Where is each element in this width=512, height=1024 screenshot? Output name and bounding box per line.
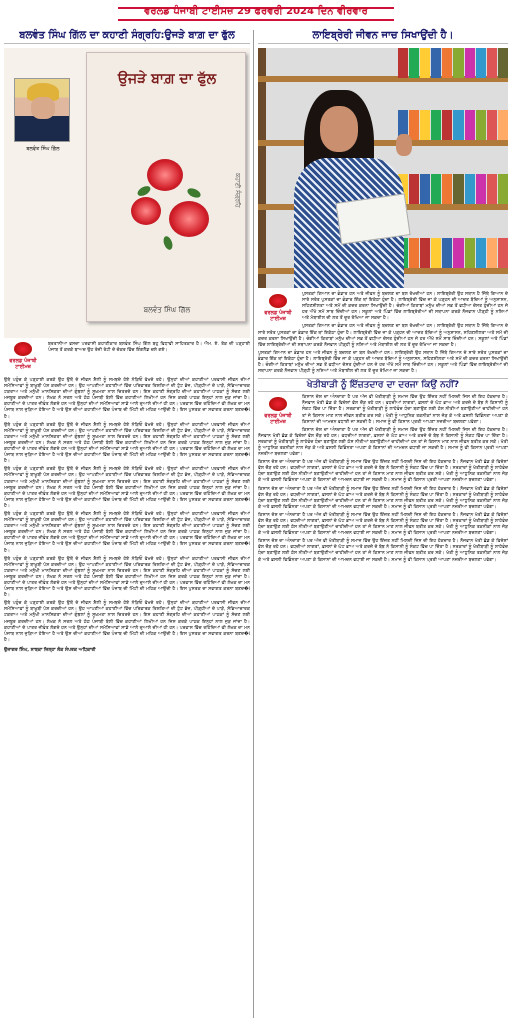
rose-illustration bbox=[127, 153, 217, 253]
article-body: ਪੁਸਤਕਾਂ ਗਿਆਨ ਦਾ ਭੰਡਾਰ ਹਨ ਅਤੇ ਜੀਵਨ ਨੂੰ ਬਦਲਣ ਦਾ ਬਲ ਰੱਖਦੀਆਂ ਹਨ। ਲਾਇਬ੍ਰੇਰੀ ਉਹ ਸਥਾਨ ਹੈ ਜਿੱਥੇ ਗਿਆਨ ਦੇ ਸਾਰੇ ਸਰੋਤ ਪੁਸਤਕਾਂ ਦਾ ਭੰਡਾਰ ਇੱਕ ਥਾਂ ਇਕੱਠਾ ਹੁੰਦਾ ਹੈ। ਲਾਇਬ੍ਰੇਰੀ ਵਿੱਚ ਜਾ ਕੇ ਪੜ੍ਹਨ ਦੀ ਆਦਤ ਬੱਚਿਆਂ ਨੂੰ ਅਨੁਸ਼ਾਸਨ, ਸਹਿਣਸ਼ੀਲਤਾ ਅਤੇ ਸਮੇਂ ਦੀ ਕਦਰ ਕਰਨਾ ਸਿਖਾਉਂਦੀ ਹੈ। ਚੰਗੀਆਂ ਕਿਤਾਬਾਂ ਮਨੁੱਖ ਦੀਆਂ ਸਭ ਤੋਂ ਵਧੀਆ ਦੋਸਤ ਹੁੰਦੀਆਂ ਹਨ ਜੋ ਹਰ ਔਖੇ ਸਮੇਂ ਸਾਥ ਦਿੰਦੀਆਂ ਹਨ। ਸਕੂਲਾਂ ਅਤੇ ਪਿੰਡਾਂ ਵਿੱਚ ਲਾਇਬ੍ਰੇਰੀਆਂ ਦੀ ਸਥਾਪਨਾ ਕਰਕੇ ਨੌਜਵਾਨ ਪੀੜ੍ਹੀ ਨੂੰ ਨਸ਼ਿਆਂ ਅਤੇ ਮੋਬਾਈਲ ਦੀ ਲਤ ਤੋਂ ਦੂਰ ਰੱਖਿਆ ਜਾ ਸਕਦਾ ਹੈ। bbox=[258, 324, 508, 348]
book-row bbox=[398, 48, 508, 78]
lead-block bbox=[4, 342, 250, 376]
library-photo bbox=[258, 48, 508, 288]
article-body: ਉਥੇ ਪਹੁੰਚ ਕੇ ਪੜ੍ਹਾਈ ਕਰਕੇ ਉਹ ਉਥੋਂ ਦੇ ਜੀਵਨ ਸ਼ੈਲੀ ਨੂੰ ਸਮਝਦੇ ਹੋਏ ਨੇੜਿਓਂ ਵੇਖਦੇ ਰਹੇ। ਉਨ੍ਹਾਂ ਦੀਆਂ ਕਹਾਣੀਆਂ ਪਰਵਾਸੀ ਜੀਵਨ ਦੀਆਂ ਸਮੱਸਿਆਵਾਂ ਨੂੰ ਬਾਖ਼ੂਬੀ ਪੇਸ਼ ਕਰਦੀਆਂ ਹਨ। ਉਹ ਆਪਣੀਆਂ ਕਹਾਣੀਆਂ ਵਿੱਚ ਪਰਿਵਾਰਕ ਰਿਸ਼ਤਿਆਂ ਦੀ ਟੁੱਟ ਭੱਜ, ਪੀੜ੍ਹੀਆਂ ਦੇ ਪਾੜੇ, ਸੱਭਿਆਚਾਰਕ ਟਕਰਾਅ ਅਤੇ ਮਨੁੱਖੀ ਮਾਨਸਿਕਤਾ ਦੀਆਂ ਗੁੰਝਲਾਂ ਨੂੰ ਸੂਖ਼ਮਤਾ ਨਾਲ ਚਿਤਰਦੇ ਹਨ। ਇਸ ਕਹਾਣੀ ਸੰਗ੍ਰਹਿ ਦੀਆਂ ਕਹਾਣੀਆਂ ਪਾਠਕਾਂ ਨੂੰ ਸੋਚਣ ਲਈ ਮਜਬੂਰ ਕਰਦੀਆਂ ਹਨ। ਲੇਖਕ ਨੇ ਸਰਲ ਅਤੇ ਠੇਠ ਪੰਜਾਬੀ ਬੋਲੀ ਵਿੱਚ ਕਹਾਣੀਆਂ ਲਿਖੀਆਂ ਹਨ ਜਿਸ ਕਰਕੇ ਪਾਠਕ ਇਨ੍ਹਾਂ ਨਾਲ ਜੁੜ ਜਾਂਦਾ ਹੈ। ਕਹਾਣੀਆਂ ਦੇ ਪਾਤਰ ਜੀਵੰਤ ਲੱਗਦੇ ਹਨ ਅਤੇ ਉਨ੍ਹਾਂ ਦੀਆਂ ਸਮੱਸਿਆਵਾਂ ਸਾਡੇ ਆਲੇ ਦੁਆਲੇ ਦੀਆਂ ਹੀ ਹਨ। ਪਰਵਾਸ ਵਿੱਚ ਰਹਿੰਦਿਆਂ ਵੀ ਲੇਖਕ ਦਾ ਮਨ ਪੰਜਾਬ ਨਾਲ ਜੁੜਿਆ ਹੋਇਆ ਹੈ ਅਤੇ ਉਸ ਦੀਆਂ ਕਹਾਣੀਆਂ ਵਿੱਚ ਪੰਜਾਬ ਦੀ ਮਿੱਟੀ ਦੀ ਮਹਿਕ ਆਉਂਦੀ ਹੈ। ਇਸ ਪੁਸਤਕ ਦਾ ਸਵਾਗਤ ਕਰਨਾ ਬਣਦ�ا ਹੈ। bbox=[4, 556, 250, 599]
article-body: ਕਿਸਾਨ ਦੇਸ਼ ਦਾ ਅੰਨਦਾਤਾ ਹੈ ਪਰ ਅੱਜ ਵੀ ਖੇਤੀਬਾੜੀ ਨੂੰ ਸਮਾਜ ਵਿੱਚ ਉਹ ਇੱਜ਼ਤ ਨਹੀਂ ਮਿਲਦੀ ਜਿਸ ਦੀ ਇਹ ਹੱਕਦਾਰ ਹੈ। ਨੌਜਵਾਨ ਖੇਤੀ ਛੱਡ ਕੇ ਵਿਦੇਸ਼ਾਂ ਵੱਲ ਦੌੜ ਰਹੇ ਹਨ। ਵਧਦੀਆਂ ਲਾਗਤਾਂ, ਫ਼ਸਲਾਂ ਦੇ ਘੱਟ ਭਾਅ ਅਤੇ ਕਰਜ਼ੇ ਦੇ ਬੋਝ ਨੇ ਕਿਸਾਨੀ ਨੂੰ ਸੰਕਟ ਵਿੱਚ ਪਾ ਦਿੱਤਾ ਹੈ। ਸਰਕਾਰਾਂ ਨੂੰ ਖੇਤੀਬਾੜੀ ਨੂੰ ਲਾਹੇਵੰਦ ਧੰਦਾ ਬਣਾਉਣ ਲਈ ਠੋਸ ਨੀਤੀਆਂ ਬਣਾਉਣੀਆਂ ਚਾਹੀਦੀਆਂ ਹਨ ਤਾਂ ਜੋ ਕਿਸਾਨ ਮਾਣ ਨਾਲ ਜੀਵਨ ਬਤੀਤ ਕਰ ਸਕੇ। ਖੇਤੀ ਨੂੰ ਆਧੁਨਿਕ ਤਕਨੀਕਾਂ ਨਾਲ ਜੋੜ ਕੇ ਅਤੇ ਫ਼ਸਲੀ ਵਿਭਿੰਨਤਾ ਅਪਣਾ ਕੇ ਕਿਸਾਨਾਂ ਦੀ ਆਮਦਨ ਵਧਾਈ ਜਾ ਸਕਦੀ ਹੈ। ਸਮਾਜ ਨੂੰ ਵੀ ਕਿਸਾਨ ਪ੍ਰਤੀ ਆਪਣਾ ਨਜ਼ਰੀਆ ਬਦਲਣਾ ਪਵੇਗਾ। bbox=[258, 427, 508, 458]
leaf-icon bbox=[186, 186, 202, 199]
author-caption: ਬਲਵੰਤ ਸਿੰਘ ਗਿੱਲ bbox=[26, 146, 60, 152]
newspaper-logo bbox=[258, 294, 298, 324]
logo-text: ਵਰਲਡ ਪੰਜਾਬੀ ਟਾਈਮਜ਼ bbox=[264, 310, 292, 322]
article-body: ਉਥੇ ਪਹੁੰਚ ਕੇ ਪੜ੍ਹਾਈ ਕਰਕੇ ਉਹ ਉਥੋਂ ਦੇ ਜੀਵਨ ਸ਼ੈਲੀ ਨੂੰ ਸਮਝਦੇ ਹੋਏ ਨੇੜਿਓਂ ਵੇਖਦੇ ਰਹੇ। ਉਨ੍ਹਾਂ ਦੀਆਂ ਕਹਾਣੀਆਂ ਪਰਵਾਸੀ ਜੀਵਨ ਦੀਆਂ ਸਮੱਸਿਆਵਾਂ ਨੂੰ ਬਾਖ਼ੂਬੀ ਪੇਸ਼ ਕਰਦੀਆਂ ਹਨ। ਉਹ ਆਪਣੀਆਂ ਕਹਾਣੀਆਂ ਵਿੱਚ ਪਰਿਵਾਰਕ ਰਿਸ਼ਤਿਆਂ ਦੀ ਟੁੱਟ ਭੱਜ, ਪੀੜ੍ਹੀਆਂ ਦੇ ਪਾੜੇ, ਸੱਭਿਆਚਾਰਕ ਟਕਰਾਅ ਅਤੇ ਮਨੁੱਖੀ ਮਾਨਸਿਕਤਾ ਦੀਆਂ ਗੁੰਝਲਾਂ ਨੂੰ ਸੂਖ਼ਮਤਾ ਨਾਲ ਚਿਤਰਦੇ ਹਨ। ਇਸ ਕਹਾਣੀ ਸੰਗ੍ਰਹਿ ਦੀਆਂ ਕਹਾਣੀਆਂ ਪਾਠਕਾਂ ਨੂੰ ਸੋਚਣ ਲਈ ਮਜਬੂਰ ਕਰਦੀਆਂ ਹਨ। ਲੇਖਕ ਨੇ ਸਰਲ ਅਤੇ ਠੇਠ ਪੰਜਾਬੀ ਬੋਲੀ ਵਿੱਚ ਕਹਾਣੀਆਂ ਲਿਖੀਆਂ ਹਨ ਜਿਸ ਕਰਕੇ ਪਾਠਕ ਇਨ੍ਹਾਂ ਨਾਲ ਜੁੜ ਜਾਂਦਾ ਹੈ। ਕਹਾਣੀਆਂ ਦੇ ਪਾਤਰ ਜੀਵੰਤ ਲੱਗਦੇ ਹਨ ਅਤੇ ਉਨ੍ਹਾਂ ਦੀਆਂ ਸਮੱਸਿਆਵਾਂ ਸਾਡੇ ਆਲੇ ਦੁਆਲੇ ਦੀਆਂ ਹੀ ਹਨ। ਪਰਵਾਸ ਵਿੱਚ ਰਹਿੰਦਿਆਂ ਵੀ ਲੇਖਕ ਦਾ ਮਨ ਪੰਜਾਬ ਨਾਲ ਜੁੜਿਆ ਹੋਇਆ ਹੈ ਅਤੇ ਉਸ ਦੀਆਂ ਕਹਾਣੀਆਂ ਵਿੱਚ ਪੰਜਾਬ ਦੀ ਮਿੱਟੀ ਦੀ ਮਹਿਕ ਆਉਂਦੀ ਹੈ। ਇਸ ਪੁਸਤਕ ਦਾ ਸਵਾਗਤ ਕਰਨਾ ਬਣਦ�ا ਹੈ। bbox=[4, 422, 250, 465]
author-face bbox=[31, 97, 55, 119]
right-column bbox=[258, 28, 508, 1020]
masthead-title: ਵਰਲਡ ਪੰਜਾਬੀ ਟਾਈਮਜ਼ 29 ਫਰਵਰੀ 2024 ਦਿਨ ਵੀਰਵਾਰ bbox=[144, 6, 368, 17]
logo-icon bbox=[269, 294, 287, 308]
article-body: ਪੁਸਤਕਾਂ ਗਿਆਨ ਦਾ ਭੰਡਾਰ ਹਨ ਅਤੇ ਜੀਵਨ ਨੂੰ ਬਦਲਣ ਦਾ ਬਲ ਰੱਖਦੀਆਂ ਹਨ। ਲਾਇਬ੍ਰੇਰੀ ਉਹ ਸਥਾਨ ਹੈ ਜਿੱਥੇ ਗਿਆਨ ਦੇ ਸਾਰੇ ਸਰੋਤ ਪੁਸਤਕਾਂ ਦਾ ਭੰਡਾਰ ਇੱਕ ਥਾਂ ਇਕੱਠਾ ਹੁੰਦਾ ਹੈ। ਲਾਇਬ੍ਰੇਰੀ ਵਿੱਚ ਜਾ ਕੇ ਪੜ੍ਹਨ ਦੀ ਆਦਤ ਬੱਚਿਆਂ ਨੂੰ ਅਨੁਸ਼ਾਸਨ, ਸਹਿਣਸ਼ੀਲਤਾ ਅਤੇ ਸਮੇਂ ਦੀ ਕਦਰ ਕਰਨਾ ਸਿਖਾਉਂਦੀ ਹੈ। ਚੰਗੀਆਂ ਕਿਤਾਬਾਂ ਮਨੁੱਖ ਦੀਆਂ ਸਭ ਤੋਂ ਵਧੀਆ ਦੋਸਤ ਹੁੰਦੀਆਂ ਹਨ ਜੋ ਹਰ ਔਖੇ ਸਮੇਂ ਸਾਥ ਦਿੰਦੀਆਂ ਹਨ। ਸਕੂਲਾਂ ਅਤੇ ਪਿੰਡਾਂ ਵਿੱਚ ਲਾਇਬ੍ਰੇਰੀਆਂ ਦੀ ਸਥਾਪਨਾ ਕਰਕੇ ਨੌਜਵਾਨ ਪੀੜ੍ਹੀ ਨੂੰ ਨਸ਼ਿਆਂ ਅਤੇ ਮੋਬਾਈਲ ਦੀ ਲਤ ਤੋਂ ਦੂਰ ਰੱਖਿਆ ਜਾ ਸਕਦਾ ਹੈ। bbox=[258, 350, 508, 375]
book-author: ਬਲਵੰਤ ਸਿੰਘ ਗਿੱਲ bbox=[143, 306, 191, 314]
article-body: ਕਿਸਾਨ ਦੇਸ਼ ਦਾ ਅੰਨਦਾਤਾ ਹੈ ਪਰ ਅੱਜ ਵੀ ਖੇਤੀਬਾੜੀ ਨੂੰ ਸਮਾਜ ਵਿੱਚ ਉਹ ਇੱਜ਼ਤ ਨਹੀਂ ਮਿਲਦੀ ਜਿਸ ਦੀ ਇਹ ਹੱਕਦਾਰ ਹੈ। ਨੌਜਵਾਨ ਖੇਤੀ ਛੱਡ ਕੇ ਵਿਦੇਸ਼ਾਂ ਵੱਲ ਦੌੜ ਰਹੇ ਹਨ। ਵਧਦੀਆਂ ਲਾਗਤਾਂ, ਫ਼ਸਲਾਂ ਦੇ ਘੱਟ ਭਾਅ ਅਤੇ ਕਰਜ਼ੇ ਦੇ ਬੋਝ ਨੇ ਕਿਸਾਨੀ ਨੂੰ ਸੰਕਟ ਵਿੱਚ ਪਾ ਦਿੱਤਾ ਹੈ। ਸਰਕਾਰਾਂ ਨੂੰ ਖੇਤੀਬਾੜੀ ਨੂੰ ਲਾਹੇਵੰਦ ਧੰਦਾ ਬਣਾਉਣ ਲਈ ਠੋਸ ਨੀਤੀਆਂ ਬਣਾਉਣੀਆਂ ਚਾਹੀਦੀਆਂ ਹਨ ਤਾਂ ਜੋ ਕਿਸਾਨ ਮਾਣ ਨਾਲ ਜੀਵਨ ਬਤੀਤ ਕਰ ਸਕੇ। ਖੇਤੀ ਨੂੰ ਆਧੁਨਿਕ ਤਕਨੀਕਾਂ ਨਾਲ ਜੋੜ ਕੇ ਅਤੇ ਫ਼ਸਲੀ ਵਿਭਿੰਨਤਾ ਅਪਣਾ ਕੇ ਕਿਸਾਨਾਂ ਦੀ ਆਮਦਨ ਵਧਾਈ ਜਾ ਸਕਦੀ ਹੈ। ਸਮਾਜ ਨੂੰ ਵੀ ਕਿਸਾਨ ਪ੍ਰਤੀ ਆਪਣਾ ਨਜ਼ਰੀਆ ਬਦਲਣਾ ਪਵੇਗਾ। bbox=[258, 512, 508, 537]
article-body: ਕਿਸਾਨ ਦੇਸ਼ ਦਾ ਅੰਨਦਾਤਾ ਹੈ ਪਰ ਅੱਜ ਵੀ ਖੇਤੀਬਾੜੀ ਨੂੰ ਸਮਾਜ ਵਿੱਚ ਉਹ ਇੱਜ਼ਤ ਨਹੀਂ ਮਿਲਦੀ ਜਿਸ ਦੀ ਇਹ ਹੱਕਦਾਰ ਹੈ। ਨੌਜਵਾਨ ਖੇਤੀ ਛੱਡ ਕੇ ਵਿਦੇਸ਼ਾਂ ਵੱਲ ਦੌੜ ਰਹੇ ਹਨ। ਵਧਦੀਆਂ ਲਾਗਤਾਂ, ਫ਼ਸਲਾਂ ਦੇ ਘੱਟ ਭਾਅ ਅਤੇ ਕਰਜ਼ੇ ਦੇ ਬੋਝ ਨੇ ਕਿਸਾਨੀ ਨੂੰ ਸੰਕਟ ਵਿੱਚ ਪਾ ਦਿੱਤਾ ਹੈ। ਸਰਕਾਰਾਂ ਨੂੰ ਖੇਤੀਬਾੜੀ ਨੂੰ ਲਾਹੇਵੰਦ ਧੰਦਾ ਬਣਾਉਣ ਲਈ ਠੋਸ ਨੀਤੀਆਂ ਬਣਾਉਣੀਆਂ ਚਾਹੀਦੀਆਂ ਹਨ ਤਾਂ ਜੋ ਕਿਸਾਨ ਮਾਣ ਨਾਲ ਜੀਵਨ ਬਤੀਤ ਕਰ ਸਕੇ। ਖੇਤੀ ਨੂੰ ਆਧੁਨਿਕ ਤਕਨੀਕਾਂ ਨਾਲ ਜੋੜ ਕੇ ਅਤੇ ਫ਼ਸਲੀ ਵਿਭਿੰਨਤਾ ਅਪਣਾ ਕੇ ਕਿਸਾਨਾਂ ਦੀ ਆਮਦਨ ਵਧਾਈ ਜਾ ਸਕਦੀ ਹੈ। ਸਮਾਜ ਨੂੰ ਵੀ ਕਿਸਾਨ ਪ੍ਰਤੀ ਆਪਣਾ ਨਜ਼ਰੀਆ ਬਦਲਣਾ ਪਵੇਗਾ। bbox=[302, 395, 508, 425]
article-body: ਕਿਸਾਨ ਦੇਸ਼ ਦਾ ਅੰਨਦਾਤਾ ਹੈ ਪਰ ਅੱਜ ਵੀ ਖੇਤੀਬਾੜੀ ਨੂੰ ਸਮਾਜ ਵਿੱਚ ਉਹ ਇੱਜ਼ਤ ਨਹੀਂ ਮਿਲਦੀ ਜਿਸ ਦੀ ਇਹ ਹੱਕਦਾਰ ਹੈ। ਨੌਜਵਾਨ ਖੇਤੀ ਛੱਡ ਕੇ ਵਿਦੇਸ਼ਾਂ ਵੱਲ ਦੌੜ ਰਹੇ ਹਨ। ਵਧਦੀਆਂ ਲਾਗਤਾਂ, ਫ਼ਸਲਾਂ ਦੇ ਘੱਟ ਭਾਅ ਅਤੇ ਕਰਜ਼ੇ ਦੇ ਬੋਝ ਨੇ ਕਿਸਾਨੀ ਨੂੰ ਸੰਕਟ ਵਿੱਚ ਪਾ ਦਿੱਤਾ ਹੈ। ਸਰਕਾਰਾਂ ਨੂੰ ਖੇਤੀਬਾੜੀ ਨੂੰ ਲਾਹੇਵੰਦ ਧੰਦਾ ਬਣਾਉਣ ਲਈ ਠੋਸ ਨੀਤੀਆਂ ਬਣਾਉਣੀਆਂ ਚਾਹੀਦੀਆਂ ਹਨ ਤਾਂ ਜੋ ਕਿਸਾਨ ਮਾਣ ਨਾਲ ਜੀਵਨ ਬਤੀਤ ਕਰ ਸਕੇ। ਖੇਤੀ ਨੂੰ ਆਧੁਨਿਕ ਤਕਨੀਕਾਂ ਨਾਲ ਜੋੜ ਕੇ ਅਤੇ ਫ਼ਸਲੀ ਵਿਭਿੰਨਤਾ ਅਪਣਾ ਕੇ ਕਿਸਾਨਾਂ ਦੀ ਆਮਦਨ ਵਧਾਈ ਜਾ ਸਕਦੀ ਹੈ। ਸਮਾਜ ਨੂੰ ਵੀ ਕਿਸਾਨ ਪ੍ਰਤੀ ਆਪਣਾ ਨਜ਼ਰੀਆ ਬਦਲਣਾ ਪਵੇਗਾ। bbox=[258, 539, 508, 563]
article-body: ਕਿਸਾਨ ਦੇਸ਼ ਦਾ ਅੰਨਦਾਤਾ ਹੈ ਪਰ ਅੱਜ ਵੀ ਖੇਤੀਬਾੜੀ ਨੂੰ ਸਮਾਜ ਵਿੱਚ ਉਹ ਇੱਜ਼ਤ ਨਹੀਂ ਮਿਲਦੀ ਜਿਸ ਦੀ ਇਹ ਹੱਕਦਾਰ ਹੈ। ਨੌਜਵਾਨ ਖੇਤੀ ਛੱਡ ਕੇ ਵਿਦੇਸ਼ਾਂ ਵੱਲ ਦੌੜ ਰਹੇ ਹਨ। ਵਧਦੀਆਂ ਲਾਗਤਾਂ, ਫ਼ਸਲਾਂ ਦੇ ਘੱਟ ਭਾਅ ਅਤੇ ਕਰਜ਼ੇ ਦੇ ਬੋਝ ਨੇ ਕਿਸਾਨੀ ਨੂੰ ਸੰਕਟ ਵਿੱਚ ਪਾ ਦਿੱਤਾ ਹੈ। ਸਰਕਾਰਾਂ ਨੂੰ ਖੇਤੀਬਾੜੀ ਨੂੰ ਲਾਹੇਵੰਦ ਧੰਦਾ ਬਣਾਉਣ ਲਈ ਠੋਸ ਨੀਤੀਆਂ ਬਣਾਉਣੀਆਂ ਚਾਹੀਦੀਆਂ ਹਨ ਤਾਂ ਜੋ ਕਿਸਾਨ ਮਾਣ ਨਾਲ ਜੀਵਨ ਬਤੀਤ ਕਰ ਸਕੇ। ਖੇਤੀ ਨੂੰ ਆਧੁਨਿਕ ਤਕਨੀਕਾਂ ਨਾਲ ਜੋੜ ਕੇ ਅਤੇ ਫ਼ਸਲੀ ਵਿਭਿੰਨਤਾ ਅਪਣਾ ਕੇ ਕਿਸਾਨਾਂ ਦੀ ਆਮਦਨ ਵਧਾਈ ਜਾ ਸਕਦੀ ਹੈ। ਸਮਾਜ ਨੂੰ ਵੀ ਕਿਸਾਨ ਪ੍ਰਤੀ ਆਪਣਾ ਨਜ਼ਰੀਆ ਬਦਲਣਾ ਪਵੇਗਾ। bbox=[258, 460, 508, 484]
logo-text: ਵਰਲਡ ਪੰਜਾਬੀ ਟਾਈਮਜ਼ bbox=[264, 413, 292, 426]
book-row bbox=[398, 238, 508, 268]
newspaper-logo bbox=[4, 342, 42, 372]
article-body: ਪੁਸਤਕਾਂ ਗਿਆਨ ਦਾ ਭੰਡਾਰ ਹਨ ਅਤੇ ਜੀਵਨ ਨੂੰ ਬਦਲਣ ਦਾ ਬਲ ਰੱਖਦੀਆਂ ਹਨ। ਲਾਇਬ੍ਰੇਰੀ ਉਹ ਸਥਾਨ ਹੈ ਜਿੱਥੇ ਗਿਆਨ ਦੇ ਸਾਰੇ ਸਰੋਤ ਪੁਸਤਕਾਂ ਦਾ ਭੰਡਾਰ ਇੱਕ ਥਾਂ ਇਕੱਠਾ ਹੁੰਦਾ ਹੈ। ਲਾਇਬ੍ਰੇਰੀ ਵਿੱਚ ਜਾ ਕੇ ਪੜ੍ਹਨ ਦੀ ਆਦਤ ਬੱਚਿਆਂ ਨੂੰ ਅਨੁਸ਼ਾਸਨ, ਸਹਿਣਸ਼ੀਲਤਾ ਅਤੇ ਸਮੇਂ ਦੀ ਕਦਰ ਕਰਨਾ ਸਿਖਾਉਂਦੀ ਹੈ। ਚੰਗੀਆਂ ਕਿਤਾਬਾਂ ਮਨੁੱਖ ਦੀਆਂ ਸਭ ਤੋਂ ਵਧੀਆ ਦੋਸਤ ਹੁੰਦੀਆਂ ਹਨ ਜੋ ਹਰ ਔਖੇ ਸਮੇਂ ਸਾਥ ਦਿੰਦੀਆਂ ਹਨ। ਸਕੂਲਾਂ ਅਤੇ ਪਿੰਡਾਂ ਵਿੱਚ ਲਾਇਬ੍ਰੇਰੀਆਂ ਦੀ ਸਥਾਪਨਾ ਕਰਕੇ ਨੌਜਵਾਨ ਪੀੜ੍ਹੀ ਨੂੰ ਨਸ਼ਿਆਂ ਅਤੇ ਮੋਬਾਈਲ ਦੀ ਲਤ ਤੋਂ ਦੂਰ ਰੱਖਿਆ ਜਾ ਸਕਦਾ ਹੈ। bbox=[302, 292, 508, 322]
article-body: ਕਿਸਾਨ ਦੇਸ਼ ਦਾ ਅੰਨਦਾਤਾ ਹੈ ਪਰ ਅੱਜ ਵੀ ਖੇਤੀਬਾੜੀ ਨੂੰ ਸਮਾਜ ਵਿੱਚ ਉਹ ਇੱਜ਼ਤ ਨਹੀਂ ਮਿਲਦੀ ਜਿਸ ਦੀ ਇਹ ਹੱਕਦਾਰ ਹੈ। ਨੌਜਵਾਨ ਖੇਤੀ ਛੱਡ ਕੇ ਵਿਦੇਸ਼ਾਂ ਵੱਲ ਦੌੜ ਰਹੇ ਹਨ। ਵਧਦੀਆਂ ਲਾਗਤਾਂ, ਫ਼ਸਲਾਂ ਦੇ ਘੱਟ ਭਾਅ ਅਤੇ ਕਰਜ਼ੇ ਦੇ ਬੋਝ ਨੇ ਕਿਸਾਨੀ ਨੂੰ ਸੰਕਟ ਵਿੱਚ ਪਾ ਦਿੱਤਾ ਹੈ। ਸਰਕਾਰਾਂ ਨੂੰ ਖੇਤੀਬਾੜੀ ਨੂੰ ਲਾਹੇਵੰਦ ਧੰਦਾ ਬਣਾਉਣ ਲਈ ਠੋਸ ਨੀਤੀਆਂ ਬਣਾਉਣੀਆਂ ਚਾਹੀਦੀਆਂ ਹਨ ਤਾਂ ਜੋ ਕਿਸਾਨ ਮਾਣ ਨਾਲ ਜੀਵਨ ਬਤੀਤ ਕਰ ਸਕੇ। ਖੇਤੀ ਨੂੰ ਆਧੁਨਿਕ ਤਕਨੀਕਾਂ ਨਾਲ ਜੋੜ ਕੇ ਅਤੇ ਫ਼ਸਲੀ ਵਿਭਿੰਨਤਾ ਅਪਣਾ ਕੇ ਕਿਸਾਨਾਂ ਦੀ ਆਮਦਨ ਵਧਾਈ ਜਾ ਸਕਦੀ ਹੈ। ਸਮਾਜ ਨੂੰ ਵੀ ਕਿਸਾਨ ਪ੍ਰਤੀ ਆਪਣਾ ਨਜ਼ਰੀਆ ਬਦਲਣਾ ਪਵੇਗਾ। bbox=[258, 486, 508, 510]
reader-hand bbox=[396, 134, 412, 156]
book-subtitle: ਕਹਾਣੀ ਸੰਗ੍ਰਹਿ bbox=[234, 173, 241, 208]
shelf bbox=[258, 140, 508, 146]
second-article-headline: ਖੇਤੀਬਾੜੀ ਨੂੰ ਇੱਜ਼ਤਦਾਰ ਦਾ ਦਰਜਾ ਕਿਉਂ ਨਹੀਂ? bbox=[258, 378, 508, 392]
book-feature bbox=[4, 48, 250, 338]
second-article-body-block bbox=[258, 395, 508, 563]
article-signature: ਉਜਾਗਰ ਸਿੰਘ, ਸਾਬਕਾ ਜਿਲ੍ਹਾ ਲੋਕ ਸੰਪਰਕ ਅਧਿਕਾਰੀ bbox=[4, 647, 96, 653]
logo-icon bbox=[14, 342, 32, 356]
left-article bbox=[4, 28, 250, 1020]
book-title: ਉਜੜੇ ਬਾਗ਼ ਦਾ ਫੁੱਲ bbox=[117, 71, 217, 87]
book-cover bbox=[86, 52, 246, 322]
column-divider bbox=[253, 30, 254, 1018]
lead-paragraph: ਬਰਤਾਨੀਆ ਵਸਦਾ ਪਰਵਾਸੀ ਕਹਾਣੀਕਾਰ ਬਲਵੰਤ ਸਿੰਘ ਗਿੱਲ ਬਹੁ ਵਿਧਾਵੀ ਸਾਹਿਤਕਾਰ ਹੈ। ਐਮ. ਏ. ਤੱਕ ਦੀ ਪੜ੍ਹਾਈ ਪੰਜਾਬ ਤੋਂ ਕਰਕੇ ਬਾਅਦ ਉਹ ਰੋਜ਼ੀ ਰੋਟੀ ਦੇ ਚੱਕਰ ਵਿੱਚ ਇੰਗਲੈਂਡ ਚਲੇ ਗਏ। bbox=[48, 342, 250, 354]
article-body: ਉਥੇ ਪਹੁੰਚ ਕੇ ਪੜ੍ਹਾਈ ਕਰਕੇ ਉਹ ਉਥੋਂ ਦੇ ਜੀਵਨ ਸ਼ੈਲੀ ਨੂੰ ਸਮਝਦੇ ਹੋਏ ਨੇੜਿਓਂ ਵੇਖਦੇ ਰਹੇ। ਉਨ੍ਹਾਂ ਦੀਆਂ ਕਹਾਣੀਆਂ ਪਰਵਾਸੀ ਜੀਵਨ ਦੀਆਂ ਸਮੱਸਿਆਵਾਂ ਨੂੰ ਬਾਖ਼ੂਬੀ ਪੇਸ਼ ਕਰਦੀਆਂ ਹਨ। ਉਹ ਆਪਣੀਆਂ ਕਹਾਣੀਆਂ ਵਿੱਚ ਪਰਿਵਾਰਕ ਰਿਸ਼ਤਿਆਂ ਦੀ ਟੁੱਟ ਭੱਜ, ਪੀੜ੍ਹੀਆਂ ਦੇ ਪਾੜੇ, ਸੱਭਿਆਚਾਰਕ ਟਕਰਾਅ ਅਤੇ ਮਨੁੱਖੀ ਮਾਨਸਿਕਤਾ ਦੀਆਂ ਗੁੰਝਲਾਂ ਨੂੰ ਸੂਖ਼ਮਤਾ ਨਾਲ ਚਿਤਰਦੇ ਹਨ। ਇਸ ਕਹਾਣੀ ਸੰਗ੍ਰਹਿ ਦੀਆਂ ਕਹਾਣੀਆਂ ਪਾਠਕਾਂ ਨੂੰ ਸੋਚਣ ਲਈ ਮਜਬੂਰ ਕਰਦੀਆਂ ਹਨ। ਲੇਖਕ ਨੇ ਸਰਲ ਅਤੇ ਠੇਠ ਪੰਜਾਬੀ ਬੋਲੀ ਵਿੱਚ ਕਹਾਣੀਆਂ ਲਿਖੀਆਂ ਹਨ ਜਿਸ ਕਰਕੇ ਪਾਠਕ ਇਨ੍ਹਾਂ ਨਾਲ ਜੁੜ ਜਾਂਦਾ ਹੈ। ਕਹਾਣੀਆਂ ਦੇ ਪਾਤਰ ਜੀਵੰਤ ਲੱਗਦੇ ਹਨ ਅਤੇ ਉਨ੍ਹਾਂ ਦੀਆਂ ਸਮੱਸਿਆਵਾਂ ਸਾਡੇ ਆਲੇ ਦੁਆਲੇ ਦੀਆਂ ਹੀ ਹਨ। ਪਰਵਾਸ ਵਿੱਚ ਰਹਿੰਦਿਆਂ ਵੀ ਲੇਖਕ ਦਾ ਮਨ ਪੰਜਾਬ ਨਾਲ ਜੁੜਿਆ ਹੋਇਆ ਹੈ ਅਤੇ ਉਸ ਦੀਆਂ ਕਹਾਣੀਆਂ ਵਿੱਚ ਪੰਜਾਬ ਦੀ ਮਿੱਟੀ ਦੀ ਮਹਿਕ ਆਉਂਦੀ ਹੈ। ਇਸ ਪੁਸਤਕ ਦਾ ਸਵਾਗਤ ਕਰਨਾ ਬਣਦ�ا ਹੈ। bbox=[4, 378, 250, 420]
rose-icon bbox=[169, 201, 209, 237]
book-row bbox=[398, 110, 508, 140]
right-article-body-block bbox=[258, 292, 508, 375]
article-body: ਉਥੇ ਪਹੁੰਚ ਕੇ ਪੜ੍ਹਾਈ ਕਰਕੇ ਉਹ ਉਥੋਂ ਦੇ ਜੀਵਨ ਸ਼ੈਲੀ ਨੂੰ ਸਮਝਦੇ ਹੋਏ ਨੇੜਿਓਂ ਵੇਖਦੇ ਰਹੇ। ਉਨ੍ਹਾਂ ਦੀਆਂ ਕਹਾਣੀਆਂ ਪਰਵਾਸੀ ਜੀਵਨ ਦੀਆਂ ਸਮੱਸਿਆਵਾਂ ਨੂੰ ਬਾਖ਼ੂਬੀ ਪੇਸ਼ ਕਰਦੀਆਂ ਹਨ। ਉਹ ਆਪਣੀਆਂ ਕਹਾਣੀਆਂ ਵਿੱਚ ਪਰਿਵਾਰਕ ਰਿਸ਼ਤਿਆਂ ਦੀ ਟੁੱਟ ਭੱਜ, ਪੀੜ੍ਹੀਆਂ ਦੇ ਪਾੜੇ, ਸੱਭਿਆਚਾਰਕ ਟਕਰਾਅ ਅਤੇ ਮਨੁੱਖੀ ਮਾਨਸਿਕਤਾ ਦੀਆਂ ਗੁੰਝਲਾਂ ਨੂੰ ਸੂਖ਼ਮਤਾ ਨਾਲ ਚਿਤਰਦੇ ਹਨ। ਇਸ ਕਹਾਣੀ ਸੰਗ੍ਰਹਿ ਦੀਆਂ ਕਹਾਣੀਆਂ ਪਾਠਕਾਂ ਨੂੰ ਸੋਚਣ ਲਈ ਮਜਬੂਰ ਕਰਦੀਆਂ ਹਨ। ਲੇਖਕ ਨੇ ਸਰਲ ਅਤੇ ਠੇਠ ਪੰਜਾਬੀ ਬੋਲੀ ਵਿੱਚ ਕਹਾਣੀਆਂ ਲਿਖੀਆਂ ਹਨ ਜਿਸ ਕਰਕੇ ਪਾਠਕ ਇਨ੍ਹਾਂ ਨਾਲ ਜੁੜ ਜਾਂਦਾ ਹੈ। ਕਹਾਣੀਆਂ ਦੇ ਪਾਤਰ ਜੀਵੰਤ ਲੱਗਦੇ ਹਨ ਅਤੇ ਉਨ੍ਹਾਂ ਦੀਆਂ ਸਮੱਸਿਆਵਾਂ ਸਾਡੇ ਆਲੇ ਦੁਆਲੇ ਦੀਆਂ ਹੀ ਹਨ। ਪਰਵਾਸ ਵਿੱਚ ਰਹਿੰਦਿਆਂ ਵੀ ਲੇਖਕ ਦਾ ਮਨ ਪੰਜਾਬ ਨਾਲ ਜੁੜਿਆ ਹੋਇਆ ਹੈ ਅਤੇ ਉਸ ਦੀਆਂ ਕਹਾਣੀਆਂ ਵਿੱਚ ਪੰਜਾਬ ਦੀ ਮਿੱਟੀ ਦੀ ਮਹਿਕ ਆਉਂਦੀ ਹੈ। ਇਸ ਪੁਸਤਕ ਦਾ ਸਵਾਗਤ ਕਰਨਾ ਬਣਦ�ا ਹੈ। bbox=[4, 511, 250, 554]
left-article-headline: ਬਲਵੰਤ ਸਿੰਘ ਗਿੱਲ ਦਾ ਕਹਾਣੀ ਸੰਗ੍ਰਹਿ:ਉਜੜੇ ਬਾਗ਼ ਦਾ ਫੁੱਲ bbox=[4, 28, 250, 44]
reader-face bbox=[320, 106, 358, 152]
logo-text: ਵਰਲਡ ਪੰਜਾਬੀ ਟਾਈਮਜ਼ bbox=[9, 358, 37, 370]
leaf-icon bbox=[162, 235, 174, 251]
article-body: ਉਥੇ ਪਹੁੰਚ ਕੇ ਪੜ੍ਹਾਈ ਕਰਕੇ ਉਹ ਉਥੋਂ ਦੇ ਜੀਵਨ ਸ਼ੈਲੀ ਨੂੰ ਸਮਝਦੇ ਹੋਏ ਨੇੜਿਓਂ ਵੇਖਦੇ ਰਹੇ। ਉਨ੍ਹਾਂ ਦੀਆਂ ਕਹਾਣੀਆਂ ਪਰਵਾਸੀ ਜੀਵਨ ਦੀਆਂ ਸਮੱਸਿਆਵਾਂ ਨੂੰ ਬਾਖ਼ੂਬੀ ਪੇਸ਼ ਕਰਦੀਆਂ ਹਨ। ਉਹ ਆਪਣੀਆਂ ਕਹਾਣੀਆਂ ਵਿੱਚ ਪਰਿਵਾਰਕ ਰਿਸ਼ਤਿਆਂ ਦੀ ਟੁੱਟ ਭੱਜ, ਪੀੜ੍ਹੀਆਂ ਦੇ ਪਾੜੇ, ਸੱਭਿਆਚਾਰਕ ਟਕਰਾਅ ਅਤੇ ਮਨੁੱਖੀ ਮਾਨਸਿਕਤਾ ਦੀਆਂ ਗੁੰਝਲਾਂ ਨੂੰ ਸੂਖ਼ਮਤਾ ਨਾਲ ਚਿਤਰਦੇ ਹਨ। ਇਸ ਕਹਾਣੀ ਸੰਗ੍ਰਹਿ ਦੀਆਂ ਕਹਾਣੀਆਂ ਪਾਠਕਾਂ ਨੂੰ ਸੋਚਣ ਲਈ ਮਜਬੂਰ ਕਰਦੀਆਂ ਹਨ। ਲੇਖਕ ਨੇ ਸਰਲ ਅਤੇ ਠੇਠ ਪੰਜਾਬੀ ਬੋਲੀ ਵਿੱਚ ਕਹਾਣੀਆਂ ਲਿਖੀਆਂ ਹਨ ਜਿਸ ਕਰਕੇ ਪਾਠਕ ਇਨ੍ਹਾਂ ਨਾਲ ਜੁੜ ਜਾਂਦਾ ਹੈ। ਕਹਾਣੀਆਂ ਦੇ ਪਾਤਰ ਜੀਵੰਤ ਲੱਗਦੇ ਹਨ ਅਤੇ ਉਨ੍ਹਾਂ ਦੀਆਂ ਸਮੱਸਿਆਵਾਂ ਸਾਡੇ ਆਲੇ ਦੁਆਲੇ ਦੀਆਂ ਹੀ ਹਨ। ਪਰਵਾਸ ਵਿੱਚ ਰਹਿੰਦਿਆਂ ਵੀ ਲੇਖਕ ਦਾ ਮਨ ਪੰਜਾਬ ਨਾਲ ਜੁੜਿਆ ਹੋਇਆ ਹੈ ਅਤੇ ਉਸ ਦੀਆਂ ਕਹਾਣੀਆਂ ਵਿੱਚ ਪੰਜਾਬ ਦੀ ਮਿੱਟੀ ਦੀ ਮਹਿਕ ਆਉਂਦੀ ਹੈ। ਇਸ ਪੁਸਤਕ ਦਾ ਸਵਾਗਤ ਕਰਨਾ ਬਣਦ�ا ਹੈ। bbox=[4, 467, 250, 509]
leaf-icon bbox=[136, 184, 152, 198]
masthead bbox=[0, 0, 512, 26]
logo-icon bbox=[269, 397, 287, 411]
rose-icon bbox=[147, 159, 183, 191]
book-row bbox=[398, 174, 508, 204]
rose-icon bbox=[131, 197, 161, 225]
newspaper-logo bbox=[258, 397, 298, 427]
right-article-headline: ਲਾਇਬ੍ਰੇਰੀ ਜੀਵਨ ਜਾਚ ਸਿਖਾਉਂਦੀ ਹੈ। bbox=[258, 28, 508, 44]
article-body: ਉਥੇ ਪਹੁੰਚ ਕੇ ਪੜ੍ਹਾਈ ਕਰਕੇ ਉਹ ਉਥੋਂ ਦੇ ਜੀਵਨ ਸ਼ੈਲੀ ਨੂੰ ਸਮਝਦੇ ਹੋਏ ਨੇੜਿਓਂ ਵੇਖਦੇ ਰਹੇ। ਉਨ੍ਹਾਂ ਦੀਆਂ ਕਹਾਣੀਆਂ ਪਰਵਾਸੀ ਜੀਵਨ ਦੀਆਂ ਸਮੱਸਿਆਵਾਂ ਨੂੰ ਬਾਖ਼ੂਬੀ ਪੇਸ਼ ਕਰਦੀਆਂ ਹਨ। ਉਹ ਆਪਣੀਆਂ ਕਹਾਣੀਆਂ ਵਿੱਚ ਪਰਿਵਾਰਕ ਰਿਸ਼ਤਿਆਂ ਦੀ ਟੁੱਟ ਭੱਜ, ਪੀੜ੍ਹੀਆਂ ਦੇ ਪਾੜੇ, ਸੱਭਿਆਚਾਰਕ ਟਕਰਾਅ ਅਤੇ ਮਨੁੱਖੀ ਮਾਨਸਿਕਤਾ ਦੀਆਂ ਗੁੰਝਲਾਂ ਨੂੰ ਸੂਖ਼ਮਤਾ ਨਾਲ ਚਿਤਰਦੇ ਹਨ। ਇਸ ਕਹਾਣੀ ਸੰਗ੍ਰਹਿ ਦੀਆਂ ਕਹਾਣੀਆਂ ਪਾਠਕਾਂ ਨੂੰ ਸੋਚਣ ਲਈ ਮਜਬੂਰ ਕਰਦੀਆਂ ਹਨ। ਲੇਖਕ ਨੇ ਸਰਲ ਅਤੇ ਠੇਠ ਪੰਜਾਬੀ ਬੋਲੀ ਵਿੱਚ ਕਹਾਣੀਆਂ ਲਿਖੀਆਂ ਹਨ ਜਿਸ ਕਰਕੇ ਪਾਠਕ ਇਨ੍ਹਾਂ ਨਾਲ ਜੁੜ ਜਾਂਦਾ ਹੈ। ਕਹਾਣੀਆਂ ਦੇ ਪਾਤਰ ਜੀਵੰਤ ਲੱਗਦੇ ਹਨ ਅਤੇ ਉਨ੍ਹਾਂ ਦੀਆਂ ਸਮੱਸਿਆਵਾਂ ਸਾਡੇ ਆਲੇ ਦੁਆਲੇ ਦੀਆਂ ਹੀ ਹਨ। ਪਰਵਾਸ ਵਿੱਚ ਰਹਿੰਦਿਆਂ ਵੀ ਲੇਖਕ ਦਾ ਮਨ ਪੰਜਾਬ ਨਾਲ ਜੁੜਿਆ ਹੋਇਆ ਹੈ ਅਤੇ ਉਸ ਦੀਆਂ ਕਹਾਣੀਆਂ ਵਿੱਚ ਪੰਜਾਬ ਦੀ ਮਿੱਟੀ ਦੀ ਮਹਿਕ ਆਉਂਦੀ ਹੈ। ਇਸ ਪੁਸਤਕ ਦਾ ਸਵਾਗਤ ਕਰਨਾ ਬਣਦ�ا ਹੈ। bbox=[4, 601, 250, 643]
author-photo bbox=[14, 78, 70, 142]
